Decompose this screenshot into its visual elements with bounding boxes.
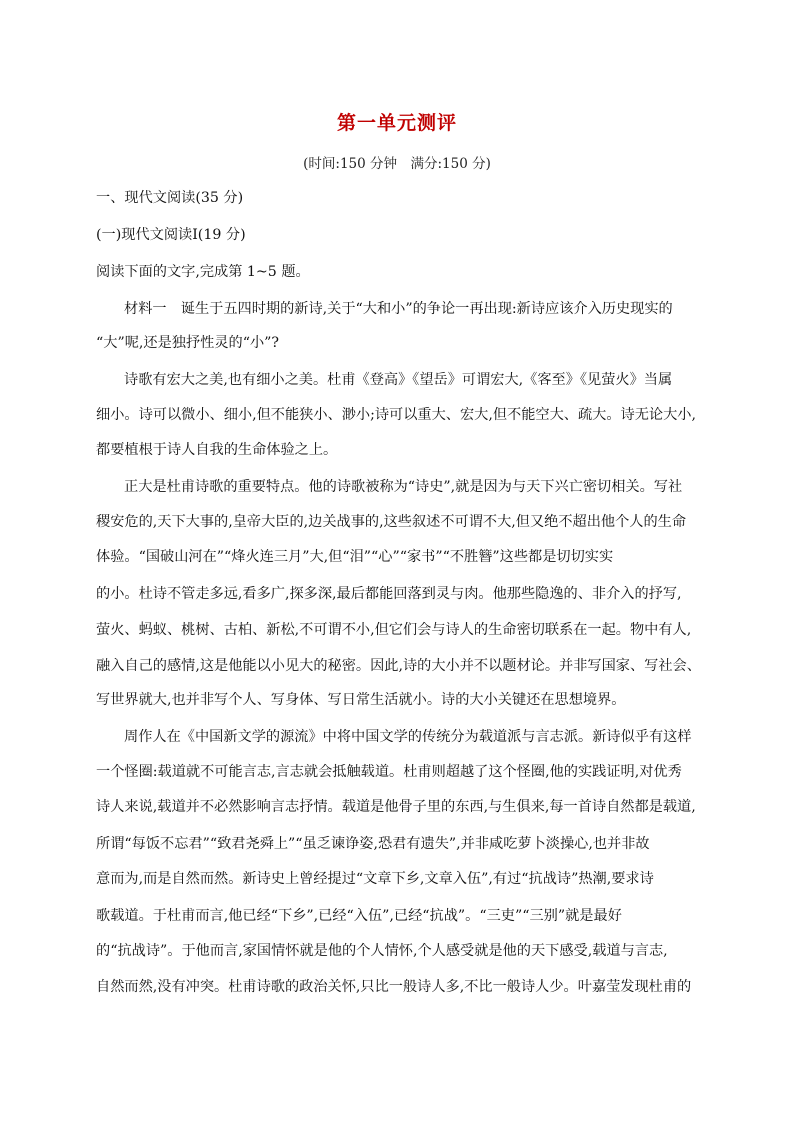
paragraph-line: 一个怪圈:载道就不可能言志,言志就会抵触载道。杜甫则超越了这个怪圈,他的实践证明,对优秀 bbox=[96, 764, 682, 780]
paragraph-line: “大”呢,还是独抒性灵的“小”? bbox=[96, 335, 280, 351]
exam-time-score: (时间:150 分钟 满分:150 分) bbox=[303, 156, 491, 172]
page-title: 第一单元测评 bbox=[336, 112, 457, 134]
paragraph-line: 歌载道。于杜甫而言,他已经“下乡”,已经“入伍”,已经“抗战”。“三吏”“三别”就是最好 bbox=[96, 908, 622, 924]
paragraph-line: 细小。诗可以微小、细小,但不能狭小、渺小;诗可以重大、宏大,但不能空大、疏大。诗无论大小, bbox=[96, 407, 696, 423]
paragraph-line: 写世界就大,也并非写个人、写身体、写日常生活就小。诗的大小关键还在思想境界。 bbox=[96, 692, 626, 708]
paragraph-line: 所谓“每饭不忘君”“致君尧舜上”“虽乏谏诤姿,恐君有遗失”,并非咸吃萝卜淡操心,也并非故 bbox=[96, 836, 650, 852]
paragraph-line: 的小。杜诗不管走多远,看多广,探多深,最后都能回落到灵与肉。他那些隐逸的、非介入的抒写, bbox=[96, 586, 682, 602]
subsection-heading: (一)现代文阅读Ⅰ(19 分) bbox=[96, 227, 246, 243]
paragraph-line: 都要植根于诗人自我的生命体验之上。 bbox=[96, 442, 338, 458]
paragraph-line: 正大是杜甫诗歌的重要特点。他的诗歌被称为“诗史”,就是因为与天下兴亡密切相关。写社 bbox=[124, 479, 683, 495]
paragraph-line: 周作人在《中国新文学的源流》中将中国文学的传统分为载道派与言志派。新诗似乎有这样 bbox=[124, 729, 692, 745]
paragraph-line: 诗歌有宏大之美,也有细小之美。杜甫《登高》《望岳》可谓宏大,《客至》《见萤火》当属 bbox=[124, 372, 673, 388]
paragraph-line: 稷安危的,天下大事的,皇帝大臣的,边关战事的,这些叙述不可谓不大,但又绝不超出他个人的生命 bbox=[96, 514, 687, 530]
paragraph-line: 意而为,而是自然而然。新诗史上曾经提过“文章下乡,文章入伍”,有过“抗战诗”热潮,要求诗 bbox=[96, 871, 654, 887]
reading-instruction: 阅读下面的文字,完成第 1~5 题。 bbox=[96, 264, 310, 280]
paragraph-line: 材料一 诞生于五四时期的新诗,关于“大和小”的争论一再出现:新诗应该介入历史现实的 bbox=[124, 301, 673, 317]
paragraph-line: 的“抗战诗”。于他而言,家国情怀就是他的个人情怀,个人感受就是他的天下感受,载道与言志, bbox=[96, 943, 668, 959]
paragraph-line: 自然而然,没有冲突。杜甫诗歌的政治关怀,只比一般诗人多,不比一般诗人少。叶嘉莹发现杜甫的 bbox=[96, 979, 692, 995]
paragraph-line: 诗人来说,载道并不必然影响言志抒情。载道是他骨子里的东西,与生俱来,每一首诗自然都是载道, bbox=[96, 799, 696, 815]
paragraph-line: 融入自己的感情,这是他能以小见大的秘密。因此,诗的大小并不以题材论。并非写国家、写社会、 bbox=[96, 658, 701, 674]
section-heading: 一、现代文阅读(35 分) bbox=[96, 190, 244, 206]
paragraph-line: 体验。“国破山河在”“烽火连三月”大,但“泪”“心”“家书”“不胜簪”这些都是切切实实 bbox=[96, 549, 614, 565]
paragraph-line: 萤火、蚂蚁、桃树、古柏、新松,不可谓不小,但它们会与诗人的生命密切联系在一起。物中有人, bbox=[96, 622, 692, 638]
